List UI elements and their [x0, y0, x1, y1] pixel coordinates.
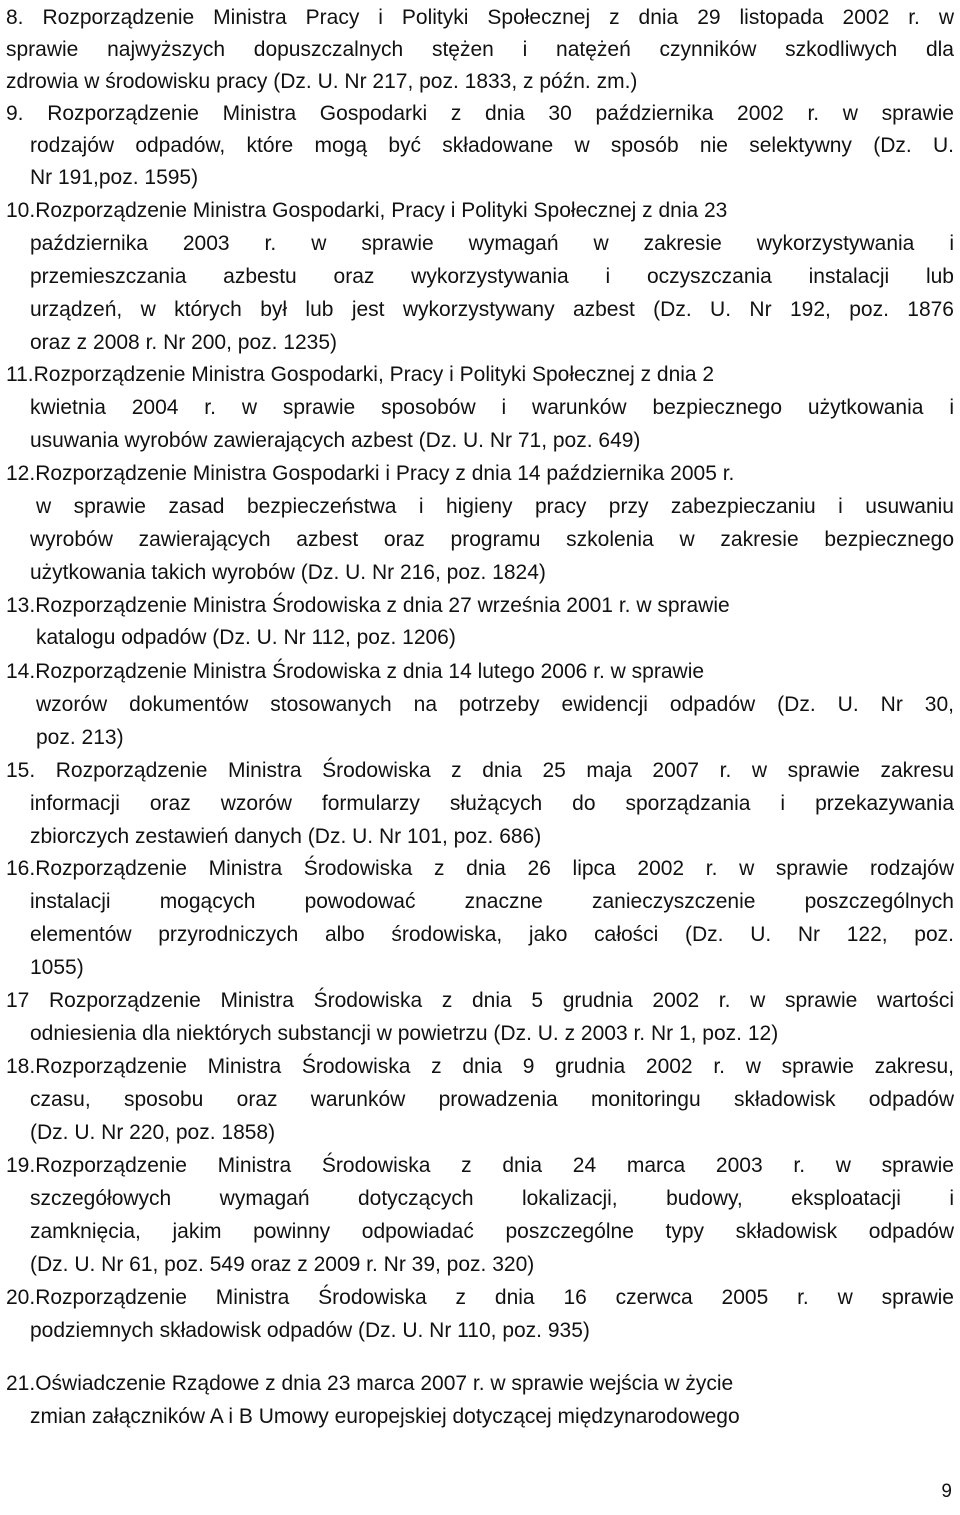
text-line: w sprawie zasad bezpieczeństwa i higieny pracy przy zabezpieczaniu i usuwaniu: [36, 495, 954, 518]
text-line: zdrowia w środowisku pracy (Dz. U. Nr 217, poz. 1833, z późn. zm.): [6, 70, 638, 93]
text-line: kwietnia 2004 r. w sprawie sposobów i warunków bezpiecznego użytkowania i: [30, 396, 954, 419]
text-line: zamknięcia, jakim powinny odpowiadać poszczególne typy składowisk odpadów: [30, 1220, 954, 1243]
text-line: Nr 191,poz. 1595): [30, 166, 199, 189]
text-line: (Dz. U. Nr 220, poz. 1858): [30, 1121, 276, 1144]
text-line: zmian załączników A i B Umowy europejskiej dotyczącej międzynarodowego: [30, 1405, 740, 1428]
text-line: 20.Rozporządzenie Ministra Środowiska z dnia 16 czerwca 2005 r. w sprawie: [6, 1286, 954, 1309]
text-line: 12.Rozporządzenie Ministra Gospodarki i Pracy z dnia 14 października 2005 r.: [6, 462, 735, 485]
text-line: wyrobów zawierających azbest oraz programu szkolenia w zakresie bezpiecznego: [30, 528, 954, 551]
text-line: podziemnych składowisk odpadów (Dz. U. Nr 110, poz. 935): [30, 1319, 590, 1342]
text-line: urządzeń, w których był lub jest wykorzystywany azbest (Dz. U. Nr 192, poz. 1876: [30, 298, 954, 321]
text-line: instalacji mogących powodować znaczne zanieczyszczenie poszczególnych: [30, 890, 954, 913]
text-line: 16.Rozporządzenie Ministra Środowiska z dnia 26 lipca 2002 r. w sprawie rodzajów: [6, 857, 954, 880]
text-line: poz. 213): [36, 726, 124, 749]
text-line: rodzajów odpadów, które mogą być składowane w sposób nie selektywny (Dz. U.: [30, 134, 954, 157]
text-line: wzorów dokumentów stosowanych na potrzeby ewidencji odpadów (Dz. U. Nr 30,: [36, 693, 954, 716]
text-line: przemieszczania azbestu oraz wykorzystywania i oczyszczania instalacji lub: [30, 265, 954, 288]
text-line: 21.Oświadczenie Rządowe z dnia 23 marca 2007 r. w sprawie wejścia w życie: [6, 1372, 734, 1395]
text-line: elementów przyrodniczych albo środowiska, jako całości (Dz. U. Nr 122, poz.: [30, 923, 954, 946]
text-line: 15. Rozporządzenie Ministra Środowiska z dnia 25 maja 2007 r. w sprawie zakresu: [6, 759, 954, 782]
text-line: użytkowania takich wyrobów (Dz. U. Nr 216, poz. 1824): [30, 561, 546, 584]
text-line: szczegółowych wymagań dotyczących lokalizacji, budowy, eksploatacji i: [30, 1187, 954, 1210]
page-number: 9: [941, 1481, 952, 1502]
text-line: 18.Rozporządzenie Ministra Środowiska z dnia 9 grudnia 2002 r. w sprawie zakresu,: [6, 1055, 954, 1078]
text-line: 10.Rozporządzenie Ministra Gospodarki, Pracy i Polityki Społecznej z dnia 23: [6, 199, 728, 222]
text-line: katalogu odpadów (Dz. U. Nr 112, poz. 1206): [36, 626, 456, 649]
text-line: października 2003 r. w sprawie wymagań w zakresie wykorzystywania i: [30, 232, 954, 255]
text-line: 17 Rozporządzenie Ministra Środowiska z dnia 5 grudnia 2002 r. w sprawie wartości: [6, 989, 954, 1012]
text-line: informacji oraz wzorów formularzy służących do sporządzania i przekazywania: [30, 792, 954, 815]
text-line: 1055): [30, 956, 84, 979]
text-line: (Dz. U. Nr 61, poz. 549 oraz z 2009 r. Nr 39, poz. 320): [30, 1253, 535, 1276]
text-line: usuwania wyrobów zawierających azbest (Dz. U. Nr 71, poz. 649): [30, 429, 641, 452]
text-line: 19.Rozporządzenie Ministra Środowiska z dnia 24 marca 2003 r. w sprawie: [6, 1154, 954, 1177]
text-line: 13.Rozporządzenie Ministra Środowiska z dnia 27 września 2001 r. w sprawie: [6, 594, 730, 617]
text-line: 14.Rozporządzenie Ministra Środowiska z dnia 14 lutego 2006 r. w sprawie: [6, 660, 705, 683]
text-line: 9. Rozporządzenie Ministra Gospodarki z dnia 30 października 2002 r. w sprawie: [6, 102, 954, 125]
text-line: 11.Rozporządzenie Ministra Gospodarki, Pracy i Polityki Społecznej z dnia 2: [6, 363, 715, 386]
text-line: sprawie najwyższych dopuszczalnych stężen i natężeń czynników szkodliwych dla: [6, 38, 954, 61]
text-line: odniesienia dla niektórych substancji w powietrzu (Dz. U. z 2003 r. Nr 1, poz. 12): [30, 1022, 779, 1045]
text-line: czasu, sposobu oraz warunków prowadzenia monitoringu składowisk odpadów: [30, 1088, 954, 1111]
text-line: oraz z 2008 r. Nr 200, poz. 1235): [30, 331, 338, 354]
text-line: 8. Rozporządzenie Ministra Pracy i Polityki Społecznej z dnia 29 listopada 2002 r. w: [6, 6, 954, 29]
text-line: zbiorczych zestawień danych (Dz. U. Nr 101, poz. 686): [30, 825, 542, 848]
